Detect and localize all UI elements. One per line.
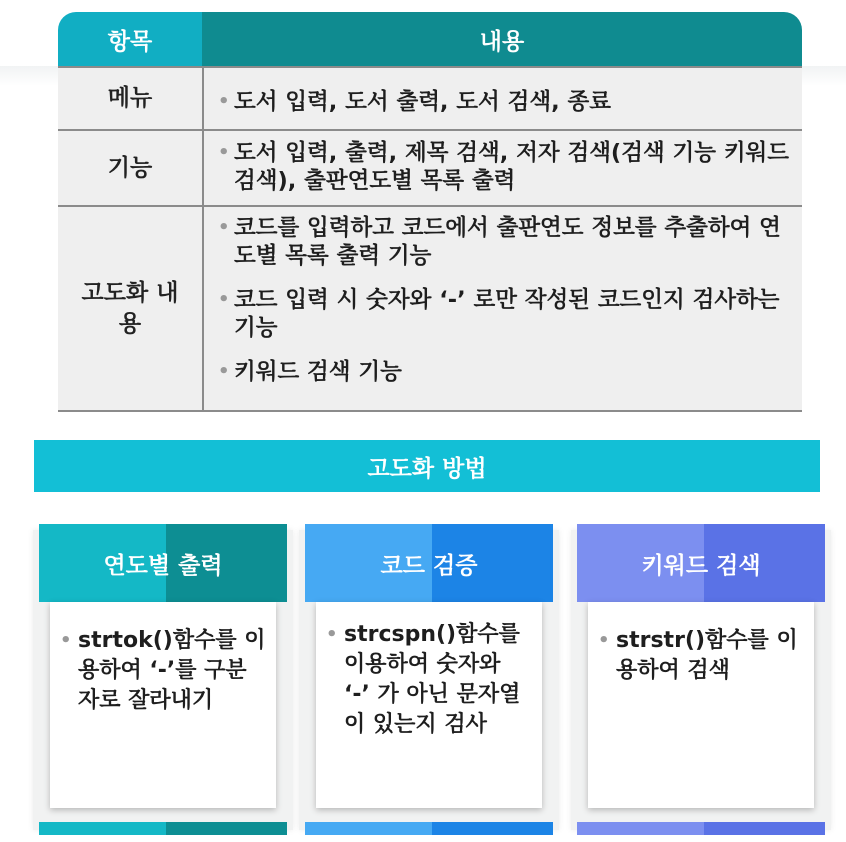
footer-left: [39, 822, 166, 835]
footer-left: [305, 822, 432, 835]
card-title: 코드 검증: [380, 552, 478, 579]
bullet-item: • 도서 입력, 도서 출력, 도서 검색, 종료: [216, 88, 794, 116]
info-table: [58, 12, 802, 412]
row-label-advanced: 고도화 내용: [58, 207, 204, 410]
card-body: [50, 602, 276, 808]
table-row: [58, 207, 802, 412]
row-label-menu: 메뉴: [58, 68, 204, 129]
card-title: 키워드 검색: [641, 552, 761, 579]
card-year-output: [39, 524, 287, 836]
card-body: [316, 602, 542, 808]
card-bullet: • strstr()함수를 이용하여 검색: [596, 626, 804, 686]
method-banner: 고도화 방법: [34, 440, 820, 492]
footer-right: [166, 822, 287, 835]
row-content: [204, 207, 802, 410]
bullet-item: • 코드를 입력하고 코드에서 출판연도 정보를 추출하여 연도별 목록 출력 기능: [216, 214, 794, 270]
header-content: 내용: [202, 12, 802, 66]
row-content: [204, 131, 802, 205]
bullet-item: • 키워드 검색 기능: [216, 358, 794, 386]
card-bullet: • strcspn()함수를 이용하여 숫자와 ‘-’ 가 아닌 문자열이 있는지 검사: [324, 620, 532, 740]
table-row: [58, 66, 802, 131]
row-content: [204, 68, 802, 129]
header-item: 항목: [58, 12, 202, 66]
footer-right: [432, 822, 553, 835]
card-header: [305, 524, 553, 602]
card-title: 연도별 출력: [103, 552, 223, 579]
bullet-item: • 도서 입력, 출력, 제목 검색, 저자 검색(검색 기능 키워드 검색), 출판연도별 목록 출력: [216, 139, 794, 195]
card-header: [577, 524, 825, 602]
card-bullet: • strtok()함수를 이용하여 ‘-’를 구분자로 잘라내기: [58, 626, 266, 716]
card-footer-bar: [577, 822, 825, 835]
table-row: [58, 131, 802, 207]
table-header: [58, 12, 802, 66]
card-keyword-search: [577, 524, 825, 836]
footer-right: [704, 822, 825, 835]
row-label-feature: 기능: [58, 131, 204, 205]
card-footer-bar: [305, 822, 553, 835]
footer-left: [577, 822, 704, 835]
card-code-validation: [305, 524, 553, 836]
card-header: [39, 524, 287, 602]
bullet-item: • 코드 입력 시 숫자와 ‘-’ 로만 작성된 코드인지 검사하는 기능: [216, 286, 794, 342]
card-body: [588, 602, 814, 808]
card-footer-bar: [39, 822, 287, 835]
